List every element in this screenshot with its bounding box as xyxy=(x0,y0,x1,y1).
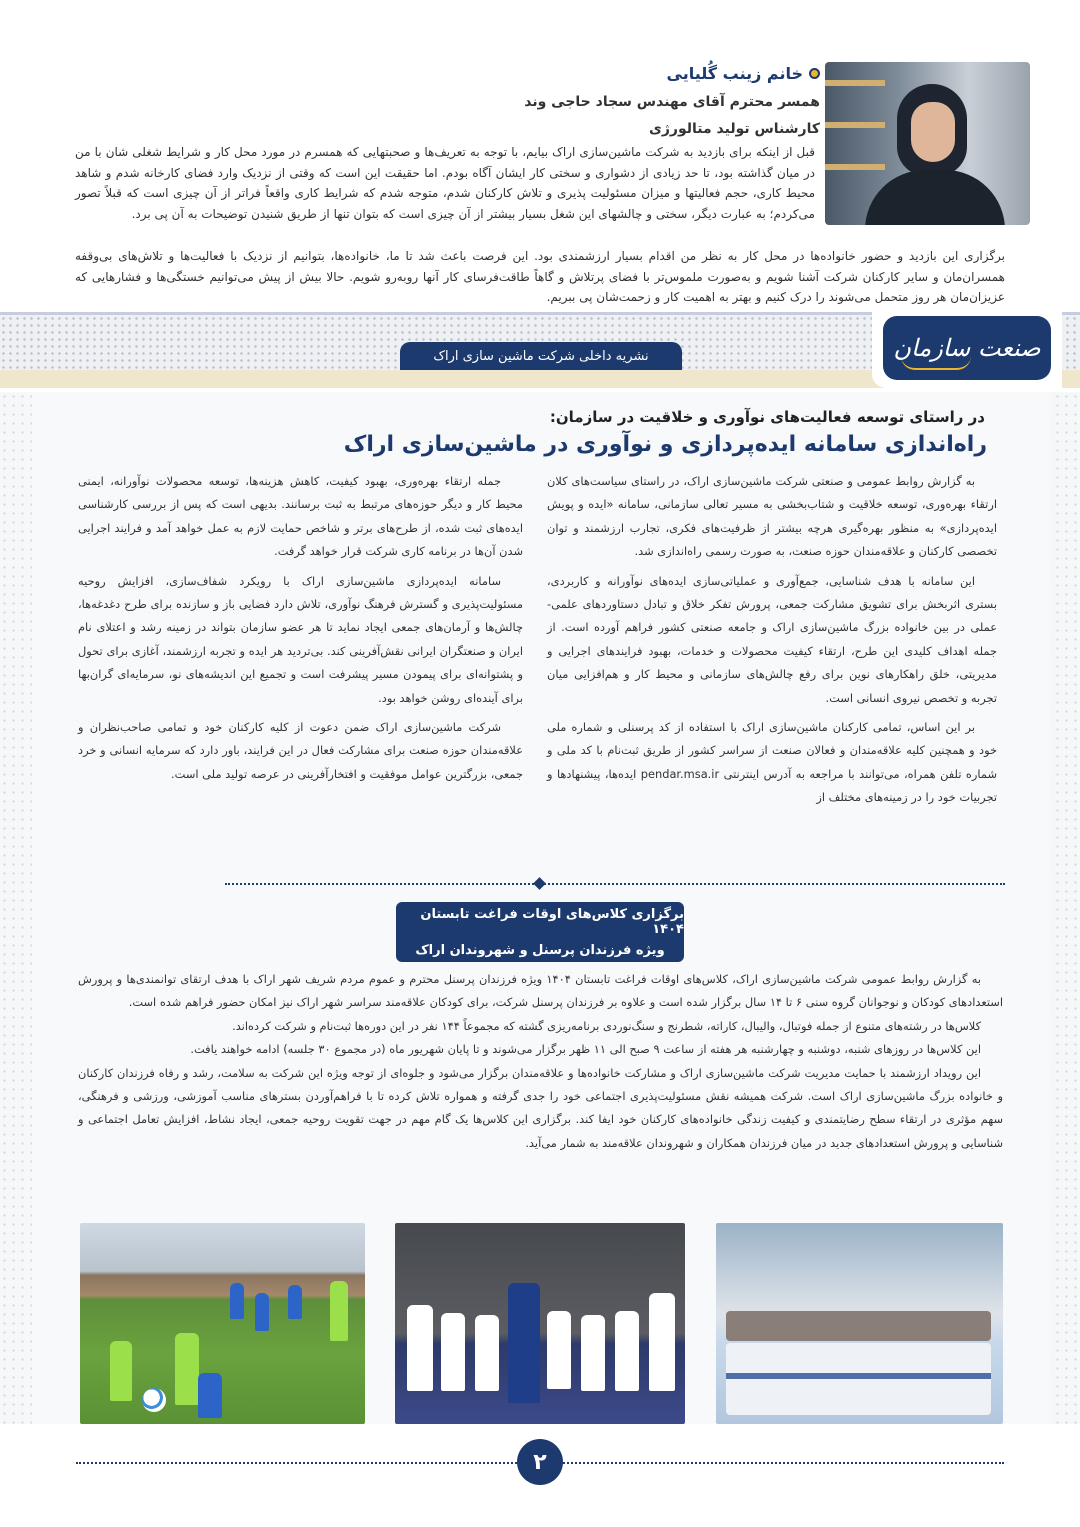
brand-logo-frame xyxy=(872,308,1062,388)
newsletter-label: نشریه داخلی شرکت ماشین سازی اراک xyxy=(400,342,682,370)
karate-class-photo xyxy=(395,1223,685,1424)
article-title: راه‌اندازی سامانه ایده‌پردازی و نوآوری در ماشین‌سازی اراک xyxy=(343,432,987,457)
swoosh-icon xyxy=(901,356,971,370)
interviewee-photo xyxy=(825,62,1030,225)
interviewee-position: کارشناس تولید متالورژی xyxy=(649,121,820,137)
interview-conclusion: برگزاری این بازدید و حضور خانواده‌ها در محل کار به نظر من اقدام بسیار ارزشمندی بود. این فرصت باعث شد تا ما، خانواده‌ها، بتوانیم از نزدیک با فعالیت‌ها و تلاش‌های بی‌وقفه همسران‌مان و سایر کارکنان شرکت آشنا شویم و به‌صورت ملموس‌تر با فضای پرتلاش و گاهاً طاقت‌فرسای کار آنها روبه‌رو شویم. حالا بیش از پیش می‌توانیم خستگی‌ها و فشارهایی که عزیزان‌مان هر روز متحمل می‌شوند را درک کنیم و بهتر به اهمیت کار و زحمت‌شان پی ببریم. xyxy=(75,249,1005,304)
interviewee-name: خانم زینب گُلیایی xyxy=(666,64,803,83)
paragraph: به گزارش روابط عمومی شرکت ماشین‌سازی اراک، کلاس‌های اوقات فراغت تابستان ۱۴۰۴ ویژه فرزندان پرسنل محترم و عموم مردم شریف شهر اراک با هدف ارتقای توانمندی‌ها و پرورش استعدادهای کودکان و نوجوانان گروه سنی ۶ تا ۱۴ سال برگزار شده است و علاوه بر فرزندان پرسنل شرکت، برای کودکان علاقه‌مند سراسر شهر اراک نیز امکان حضور فراهم شده است. xyxy=(78,972,1003,1010)
page-number: ۲ xyxy=(517,1439,563,1485)
interview-section xyxy=(0,0,1080,312)
paragraph: این کلاس‌ها در روزهای شنبه، دوشنبه و چهارشنبه هر هفته از ساعت ۹ صبح الی ۱۱ ظهر برگزار می‌شوند و تا پایان شهریور ماه (در مجموع ۳۰ جلسه) ادامه خواهند یافت. xyxy=(190,1042,981,1057)
paragraph: شرکت ماشین‌سازی اراک ضمن دعوت از کلیه کارکنان خود و تمامی صاحب‌نظران و علاقه‌مندان حوزه صنعت برای مشارکت فعال در این فرایند، باور دارد که سرمایه انسانی و خرد جمعی، بزرگترین عوامل موفقیت و افتخارآفرینی در عرصه تولید ملی است. xyxy=(78,720,523,781)
interview-body: قبل از اینکه برای بازدید به شرکت ماشین‌سازی اراک بیایم، با توجه به تعریف‌ها و صحبتهایی که همسرم در مورد محل کار و شرایط شغلی شان با من در میان گذاشته بود، تا حد زیادی از دشواری و سختی کار ایشان آگاه بودم. اما حقیقت این است که وقتی از نزدیک وارد فضای کارخانه شدم و شاهد محیط کاری، حجم فعالیتها و میزان مسئولیت پذیری و تلاش کارکنان شدم، متوجه شدم که شرایط کاری واقعاً فراتر از آن چیزی است که قبلاً تصور می‌کردم؛ به عبارت دیگر، سختی و چالشهای این شغل بسیار بیشتر از آن چیزی است که بتوان تنها از طریق شنیدن توضیحات به آن پی برد. xyxy=(75,145,815,221)
classes-title: برگزاری کلاس‌های اوقات فراغت تابستان ۱۴۰۴ xyxy=(420,906,684,937)
soccer-class-photo xyxy=(80,1223,365,1424)
paragraph: این رویداد ارزشمند با حمایت مدیریت شرکت ماشین‌سازی اراک و مشارکت خانواده‌ها و علاقه‌مندان برگزار می‌شود و جلوه‌ای از توجه ویژه این شرکت به سلامت، رشد و رفاه فرزندان کارکنان و خانواده بزرگ ماشین‌سازی اراک است. شرکت همیشه نقش مسئولیت‌پذیری اجتماعی خود را جدی گرفته و همواره تلاش کرده تا با فراهم‌آوردن بسترهای مناسب آموزشی، ورزشی و فرهنگی، سهم مؤثری در ارتقاء سطح رضایتمندی و کیفیت زندگی خانواده‌های کارکنان خود ایفا کند. برگزاری این کلاس‌ها یک گام مهم در جهت تقویت روحیه جمعی، ایجاد نشاط، افزایش تعامل اجتماعی و شناسایی و پرورش استعدادهای جدید در میان فرزندان همکاران و شهروندان علاقه‌مند به شمار می‌آید. xyxy=(78,1065,1003,1150)
section-header xyxy=(0,312,1080,390)
brand-name: صنعت سازمان xyxy=(893,334,1041,362)
interviewee-name-line xyxy=(667,64,821,83)
article-column-left xyxy=(78,470,523,792)
interviewee-role: همسر محترم آقای مهندس سجاد حاجی وند xyxy=(524,94,820,110)
classes-body xyxy=(78,968,1003,1155)
paragraph: بر این اساس، تمامی کارکنان ماشین‌سازی اراک با استفاده از کد پرسنلی و شماره ملی خود و همچنین کلیه علاقه‌مندان و فعالان صنعت از سراسر کشور از طریق ثبت‌نام با کد ملی و شماره تلفن همراه، می‌توانند با مراجعه به آدرس اینترنتی pendar.msa.ir ایده‌ها، پیشنهادها و تجربیات خود را در زمینه‌های مختلف از xyxy=(547,720,998,805)
paragraph: به گزارش روابط عمومی و صنعتی شرکت ماشین‌سازی اراک، در راستای سیاست‌های کلان ارتقاء بهره‌وری، توسعه خلاقیت و شتاب‌بخشی به مسیر تعالی سازمانی، سامانه «ایده و پویش ایده‌پردازی» به منظور بهره‌گیری هرچه بیشتر از ظرفیت‌های فکری، تجارب ارزشمند و توان تخصصی کارکنان و علاقه‌مندان حوزه صنعت، به صورت رسمی راه‌اندازی شد. xyxy=(547,474,997,559)
classes-title-banner xyxy=(396,902,684,962)
paragraph: سامانه ایده‌پردازی ماشین‌سازی اراک با رویکرد شفاف‌سازی، افزایش روحیه مسئولیت‌پذیری و گسترش فرهنگ نوآوری، تلاش دارد فضایی باز و سازنده برای طرح دغدغه‌ها، چالش‌ها و آرمان‌های جمعی ایجاد نماید تا هر عضو سازمان بتواند در زمینه رشد و اعتلای نام ایران و صنعتگران ایرانی نقش‌آفرینی کند. بی‌تردید هر ایده و تجربه ارزشمند، آغازی برای تحول و پشتوانه‌ای برای پیمودن مسیر پیشرفت است و تجمیع این اندیشه‌های نو، سرمایه‌ای گران‌بها برای آینده‌ای روشن خواهد بود. xyxy=(78,573,523,705)
brand-logo xyxy=(883,316,1051,380)
classes-subtitle: ویژه فرزندان پرسنل و شهروندان اراک xyxy=(415,942,665,958)
paragraph: جمله ارتقاء بهره‌وری، بهبود کیفیت، کاهش هزینه‌ها، توسعه محصولات نوآورانه، ایمنی محیط کار و دیگر حوزه‌های مرتبط به ثبت برسانند. بدیهی است که پس از بررسی کارشناسی ایده‌های ثبت شده، از طرح‌های برتر و شاخص حمایت لازم به عمل خواهد آمد و فرایند اجرایی شدن آن‌ها در برنامه کاری شرکت قرار خواهد گرفت. xyxy=(78,474,523,559)
paragraph: این سامانه با هدف شناسایی، جمع‌آوری و عملیاتی‌سازی ایده‌های نوآورانه و کاربردی، بستری اثربخش برای تشویق مشارکت جمعی، پرورش تفکر خلاق و تبادل دستاوردهای علمی-عملی در بین خانواده بزرگ ماشین‌سازی اراک و جامعه صنعتی کشور فراهم آورده است. از جمله اهداف کلیدی این طرح، ارتقاء کیفیت محصولات و خدمات، بهبود فرایندهای اجرایی و مدیریتی، خلق راهکارهای نوین برای رفع چالش‌های سازمانی و محیط کار و هم‌افزایی میان تجربه و تخصص نیروی انسانی است. xyxy=(547,573,997,705)
article-column-right xyxy=(547,470,997,816)
section-divider xyxy=(225,883,1005,885)
paragraph: کلاس‌ها در رشته‌های متنوع از جمله فوتبال، والیبال، کاراته، شطرنج و سنگ‌نوردی برنامه‌ریزی گشته که مجموعاً ۱۴۴ نفر در این دوره‌ها ثبت‌نام و شرکت کرده‌اند. xyxy=(232,1018,981,1033)
bullet-icon xyxy=(809,68,820,79)
article-kicker: در راستای توسعه فعالیت‌های نوآوری و خلاقیت در سازمان: xyxy=(549,408,985,426)
group-photo xyxy=(716,1223,1003,1424)
ball-icon xyxy=(142,1388,166,1412)
